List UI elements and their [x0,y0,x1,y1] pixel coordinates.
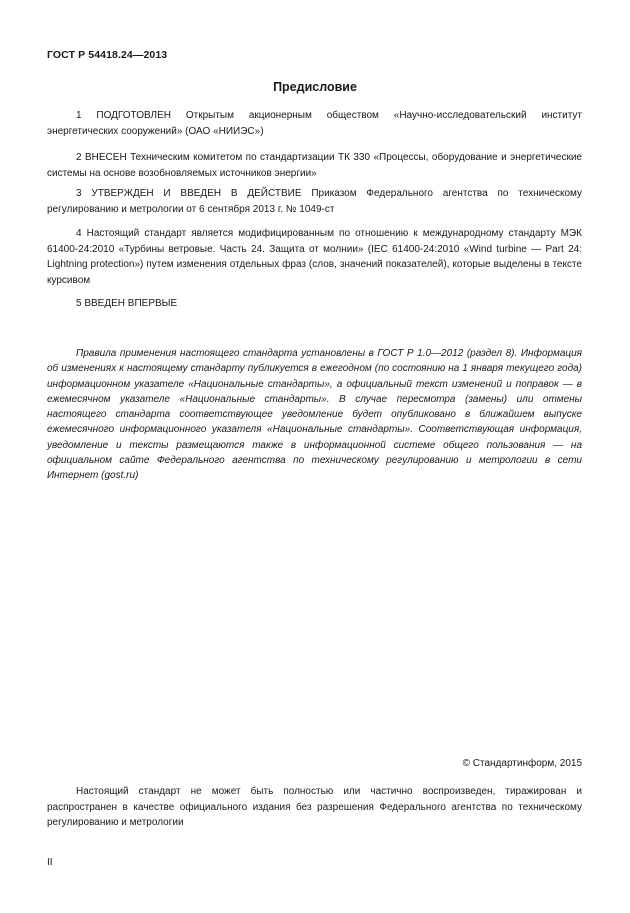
rules-notice: Правила применения настоящего стандарта установлены в ГОСТ Р 1.0—2012 (раздел 8). Информация об изменениях к настоящему стандарту публикуется в ежегодном (по состоянию на 1 января текущего года) информационном указателе «Национальные стандарты», а официальный текст изменений и поправок — в ежемесячном указателе «Национальные стандарты». В случае пересмотра (замены) или отмены настоящего стандарта соответствующее уведомление будет опубликовано в ближайшем выпуске ежемесячного информационного указателя «Национальные стандарты». Соответствующая информация, уведомление и тексты размещаются также в информационной системе общего пользования — на официальном сайте Федерального агентства по техническому регулированию и метрологии в сети Интернет (gost.ru) [47,348,582,482]
copyright-line: © Стандартинформ, 2015 [462,758,582,769]
document-code: ГОСТ Р 54418.24—2013 [47,49,168,61]
page-number: II [47,857,53,868]
foreword-item-3: 3 УТВЕРЖДЕН И ВВЕДЕН В ДЕЙСТВИЕ Приказом Федерального агентства по техническому регулированию и метрологии от 6 сентября 2013 г. № 1049-ст [47,188,582,215]
foreword-item-5: 5 ВВЕДЕН ВПЕРВЫЕ [76,298,178,309]
reproduction-notice: Настоящий стандарт не может быть полностью или частично воспроизведен, тиражирован и распространен в качестве официального издания без разрешения Федерального агентства по техническому регулированию и метрологии [47,786,582,828]
foreword-item-1: 1 ПОДГОТОВЛЕН Открытым акционерным обществом «Научно-исследовательский институт энергетических сооружений» (ОАО «НИИЭС») [47,110,582,137]
foreword-item-4: 4 Настоящий стандарт является модифицированным по отношению к международному стандарту МЭК 61400-24:2010 «Турбины ветровые. Часть 24. Защита от молнии» (IEC 61400-24:2010 «Wind turbine — Part 24: Lightning protection») путем изменения отдельных фраз (слов, значений показателей), которые выделены в тексте курсивом [47,228,582,286]
foreword-item-2: 2 ВНЕСЕН Техническим комитетом по стандартизации ТК 330 «Процессы, оборудование и энергетические системы на основе возобновляемых источников энергии» [47,152,582,179]
page-title: Предисловие [273,80,357,94]
